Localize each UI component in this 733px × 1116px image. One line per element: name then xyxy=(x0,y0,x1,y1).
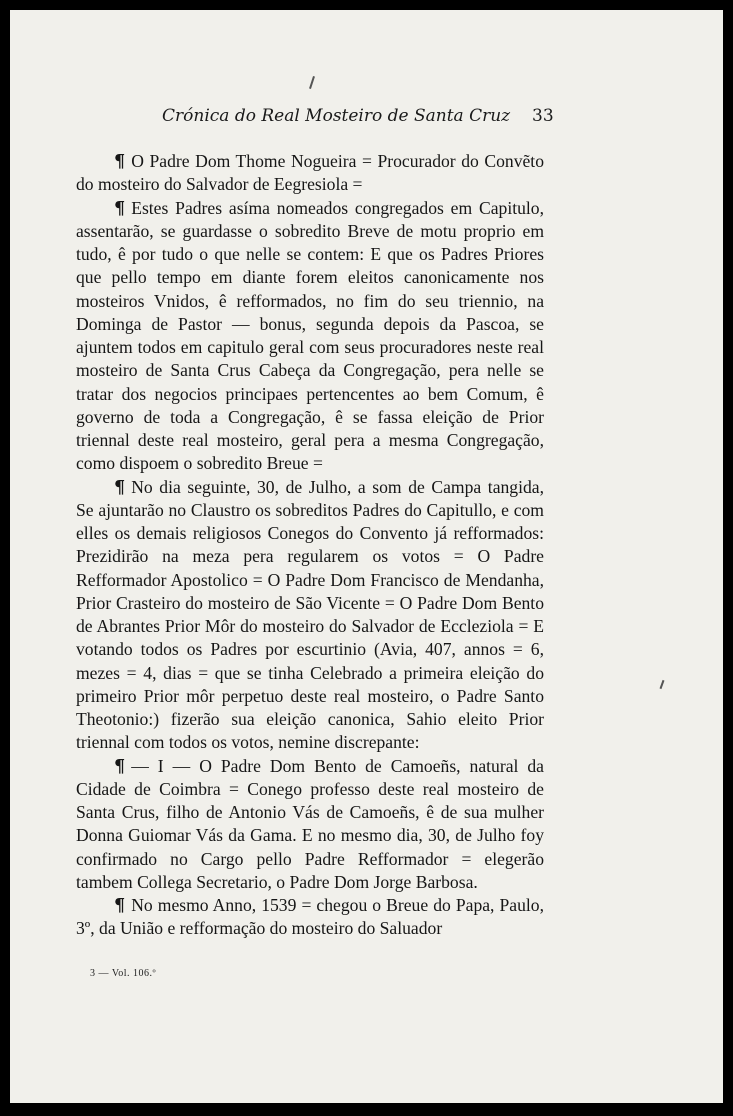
paragraph: ¶ Estes Padres asíma nomeados congregados em Capitulo, assentarão, se guardasse o sobredito Breve de motu proprio em tudo, ê por tudo o que nelle se contem: E que os Padres Priores que pello tempo em diante forem eleitos canonicamente nos mosteiros Vnidos, ê refformados, no fim do seu triennio, na Dominga de Pastor — bonus, segunda depois da Pascoa, se ajuntem todos em capitulo geral com seus procuradores neste real mosteiro de Santa Crus Cabeça da Congregação, pera nelle se tratar dos negocios principaes pertencentes ao bem Comum, ê governo de toda a Congregação, ê se fassa eleição de Prior triennal deste real mosteiro, geral pera a mesma Congregação, como dispoem o sobredito Breue = xyxy=(76,197,544,474)
book-page xyxy=(10,10,723,1103)
pilcrow-icon: ¶ xyxy=(114,755,126,777)
ink-speck xyxy=(309,76,315,89)
running-header xyxy=(10,102,723,132)
paragraph: ¶ No mesmo Anno, 1539 = chegou o Breue do Papa, Paulo, 3º, da União e refformação do mosteiro do Saluador xyxy=(76,895,544,939)
running-title: Crónica do Real Mosteiro de Santa Cruz xyxy=(162,106,511,126)
pilcrow-icon: ¶ xyxy=(114,151,126,172)
paragraph: ¶ O Padre Dom Thome Nogueira = Procurador do Convẽto do mosteiro do Salvador de Eegresiola = xyxy=(76,151,544,195)
paragraph: ¶ No dia seguinte, 30, de Julho, a som de Campa tangida, Se ajuntarão no Claustro os sobreditos Padres do Capitullo, e com elles os demais religiosos Conegos do Convento já refformados: Prezidirão na meza pera regularem os votos = O Padre Refformador Apostolico = O Padre Dom Francisco de Mendanha, Prior Crasteiro do mosteiro de São Vicente = O Padre Dom Bento de Abrantes Prior Môr do mosteiro do Salvador de Eccleziola = E votando todos os Padres por escurtinio (Avia, 407, annos = 6, mezes = 4, dias = que se tinha Celebrado a primeira eleição do primeiro Prior môr perpetuo deste real mosteiro, o Padre Santo Theotonio:) fizerão sua eleição canonica, Sahio eleito Prior triennal com todos os votos, nemine discrepante: xyxy=(76,476,544,753)
ink-speck xyxy=(660,680,665,689)
pilcrow-icon: ¶ xyxy=(114,895,126,916)
paragraph: ¶ — I — O Padre Dom Bento de Camoeñs, natural da Cidade de Coimbra = Conego professo deste real mosteiro de Santa Crus, filho de Antonio Vás de Camoeñs, ê de sua mulher Donna Guiomar Vás da Gama. E no mesmo dia, 30, de Julho foy confirmado no Cargo pello Padre Refformador = elegerão tambem Collega Secretario, o Padre Dom Jorge Barbosa. xyxy=(76,755,544,892)
pilcrow-icon: ¶ xyxy=(114,476,126,498)
signature-mark: 3 — Vol. 106.º xyxy=(90,968,157,979)
pilcrow-icon: ¶ xyxy=(114,197,126,219)
body-text xyxy=(76,150,544,941)
page-number: 33 xyxy=(532,106,554,126)
